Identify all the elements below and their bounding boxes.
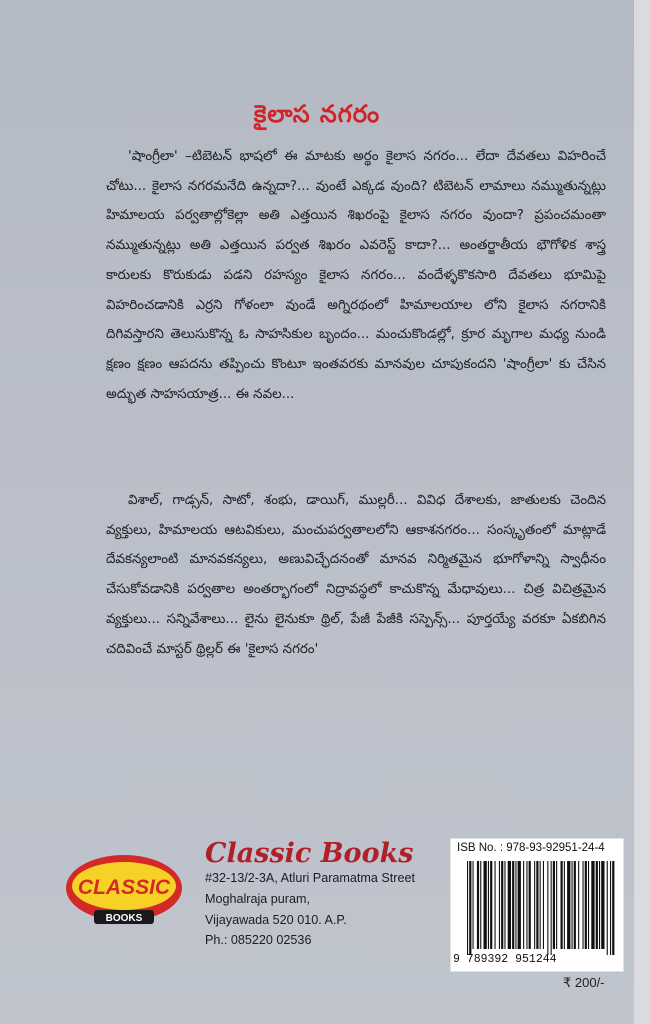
barcode-bar — [526, 861, 527, 949]
barcode-bar — [501, 861, 503, 949]
publisher-address-line-2: Moghalraja puram, — [205, 892, 310, 906]
barcode — [465, 861, 615, 957]
publisher-address-line-3: Vijayawada 520 010. A.P. — [205, 913, 347, 927]
barcode-bar — [561, 861, 563, 949]
barcode-bar — [574, 861, 576, 949]
barcode-bar — [518, 861, 521, 949]
publisher-name: Classic Books — [205, 838, 414, 869]
barcode-bar — [551, 861, 552, 955]
barcode-bar — [473, 861, 474, 949]
barcode-bar — [515, 861, 516, 949]
barcode-bar — [572, 861, 573, 949]
publisher-phone: Ph.: 085220 02536 — [205, 933, 312, 947]
barcode-bar — [536, 861, 538, 949]
barcode-bar — [469, 861, 471, 955]
barcode-bar — [591, 861, 594, 949]
barcode-digits: 9 789392 951244 — [453, 953, 557, 966]
logo-bottom-text: BOOKS — [105, 913, 143, 924]
barcode-bar — [612, 861, 614, 955]
barcode-bar — [488, 861, 489, 949]
barcode-bar — [556, 861, 557, 949]
barcode-bar — [585, 861, 587, 949]
barcode-bar — [477, 861, 479, 949]
barcode-bar — [610, 861, 611, 955]
barcode-bar — [484, 861, 487, 949]
barcode-bar — [599, 861, 600, 949]
barcode-bar — [504, 861, 505, 949]
barcode-bar — [499, 861, 500, 949]
barcode-bar — [512, 861, 514, 949]
barcode-bar — [583, 861, 584, 949]
barcode-bar — [564, 861, 565, 949]
barcode-bar — [540, 861, 541, 949]
page-edge — [634, 0, 650, 1024]
price: ₹ 200/- — [563, 975, 605, 990]
barcode-bar — [578, 861, 579, 949]
isbn-barcode-panel — [450, 838, 624, 972]
barcode-bar — [529, 861, 531, 949]
barcode-bar — [490, 861, 492, 949]
barcode-bar — [508, 861, 511, 949]
barcode-bar — [467, 861, 468, 955]
book-title: కైలాస నగరం — [253, 100, 381, 128]
isbn-label: ISB No. : 978-93-92951-24-4 — [457, 842, 605, 854]
barcode-bar — [543, 861, 544, 949]
barcode-bar — [567, 861, 570, 949]
barcode-bar — [596, 861, 598, 949]
barcode-bar — [495, 861, 496, 949]
logo-top-text: CLASSIC — [77, 876, 171, 899]
blurb-paragraph-2: విశాల్, గాడ్సన్, సాటో, శంభు, డాయిగ్, ముల్లరీ... వివిధ దేశాలకు, జాతులకు చెందిన వ్యక్తులు, హిమాలయ ఆటవికులు, మంచుపర్వతాలలోని ఆకాశనగరం... సంస్కృతంలో మాట్లాడే దేవకన్యలాంటి మానవకన్యలు, అణువిచ్ఛేదనంతో మానవ నిర్మితమైన భూగోళాన్ని స్వాధీనం చేసుకోవడానికి పర్వతాల అంతర్భాగంలో నిద్రావస్థలో కాచుకొన్న మేధావులు... చిత్ర విచిత్రమైన వ్యక్తులు... సన్నివేశాలు... లైను లైనుకూ థ్రిల్, పేజీ పేజీకి సస్పెన్స్... పూర్తయ్యే వరకూ ఏకబిగిన చదివించే మాస్టర్ థ్రిల్లర్ ఈ 'కైలాస నగరం' — [106, 493, 606, 657]
barcode-bar — [534, 861, 535, 949]
barcode-bar — [588, 861, 589, 949]
classic-books-logo — [64, 852, 184, 932]
barcode-bar — [607, 861, 608, 955]
barcode-bar — [523, 861, 524, 949]
barcode-bar — [601, 861, 604, 949]
publisher-address-line-1: #32-13/2-3A, Atluri Paramatma Street — [205, 871, 415, 885]
barcode-bar — [553, 861, 555, 949]
barcode-bar — [480, 861, 481, 949]
blurb-paragraph-1: 'షాంగ్రీలా' –టిబెటన్ భాషలో ఈ మాటకు అర్థం కైలాస నగరం... లేదా దేవతలు విహరించే చోటు... కైలాస నగరమనేది ఉన్నదా?... వుంటే ఎక్కడ వుంది? టిబెటన్ లామాలు నమ్ముతున్నట్లు హిమాలయ పర్వతాల్లోకెల్లా అతి ఎత్తయిన శిఖరంపై కైలాస నగరం వుందా? ప్రపంచమంతా నమ్ముతున్నట్లు అతి ఎత్తయిన పర్వత శిఖరం ఎవరెస్ట్ కాదా?... అంతర్జాతీయ భౌగోళిక శాస్త్ర కారులకు కొరుకుడు పడని రహస్యం కైలాస నగరం... వందేళ్ళకొకసారి దేవతలు భూమిపై విహరించడానికి ఎర్రని గోళంలా వుండే అగ్నిరథంలో హిమాలయాల లోని కైలాస నగరానికి దిగివస్తారని తెలుసుకొన్న ఓ సాహసికుల బృందం... మంచుకొండల్లో, క్రూర మృగాల మధ్య నుండి క్షణం క్షణం ఆపదను తప్పించు కొంటూ ఇంతవరకు మానవుల చూపుకందని 'షాంగ్రీలా' కు చేసిన అద్భుత సాహసయాత్ర... ఈ నవల... — [106, 149, 606, 402]
barcode-bar — [547, 861, 548, 955]
